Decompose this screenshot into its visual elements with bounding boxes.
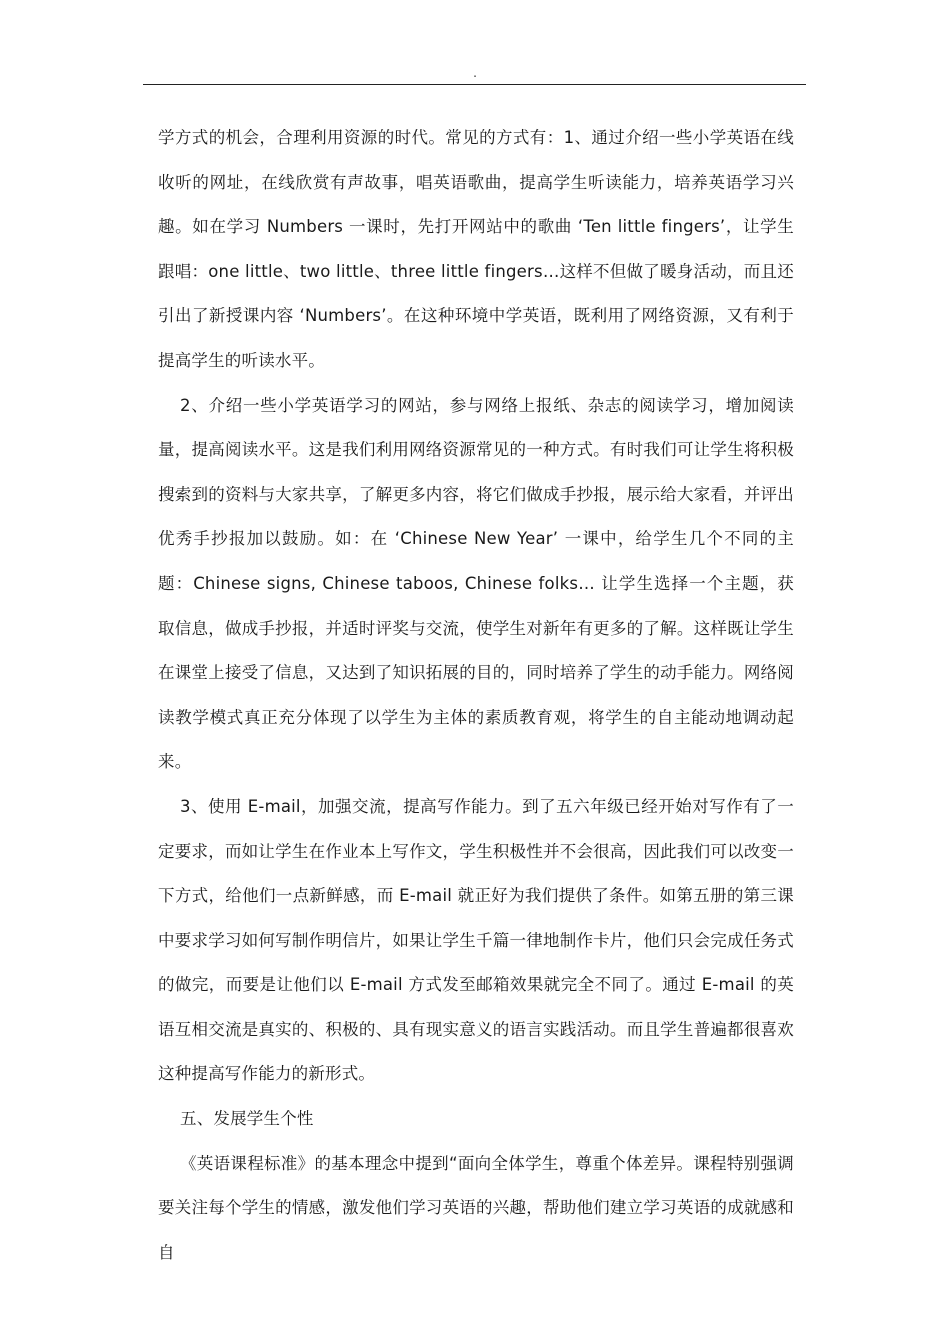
- header-rule: [143, 84, 806, 85]
- header-mark: .: [473, 66, 477, 80]
- paragraph-curriculum-standard: 《英语课程标准》的基本理念中提到“面向全体学生，尊重个体差异。课程特别强调要关注每个学生的情感，激发他们学习英语的兴趣，帮助他们建立学习英语的成就感和自: [158, 1153, 794, 1262]
- paragraph-online-reading: 2、介绍一些小学英语学习的网站，参与网络上报纸、杂志的阅读学习，增加阅读量，提高阅读水平。这是我们利用网络资源常见的一种方式。有时我们可让学生将积极搜索到的资料与大家共享，了解更多内容，将它们做成手抄报，展示给大家看，并评出优秀手抄报加以鼓励。如：在 ‘Chinese New Year’ 一课中，给学生几个不同的主题：Chinese signs, Chinese taboos, Chinese folks… 让学生选择一个主题，获取信息，做成手抄报，并适时评奖与交流，使学生对新年有更多的了解。这样既让学生在课堂上接受了信息，又达到了知识拓展的目的，同时培养了学生的动手能力。网络阅读教学模式真正充分体现了以学生为主体的素质教育观，将学生的自主能动地调动起来。: [158, 395, 794, 772]
- document-body: [158, 116, 794, 1275]
- paragraph-email-writing: 3、使用 E-mail，加强交流，提高写作能力。到了五六年级已经开始对写作有了一定要求，而如让学生在作业本上写作文，学生积极性并不会很高，因此我们可以改变一下方式，给他们一点新鲜感，而 E-mail 就正好为我们提供了条件。如第五册的第三课中要求学习如何写制作明信片，如果让学生千篇一律地制作卡片，他们只会完成任务式的做完，而要是让他们以 E-mail 方式发至邮箱效果就完全不同了。通过 E-mail 的英语互相交流是真实的、积极的、具有现实意义的语言实践活动。而且学生普遍都很喜欢这种提高写作能力的新形式。: [158, 796, 794, 1084]
- paragraph-online-listening: 学方式的机会，合理利用资源的时代。常见的方式有：1、通过介绍一些小学英语在线收听的网址，在线欣赏有声故事，唱英语歌曲，提高学生听读能力，培养英语学习兴趣。如在学习 Numbers 一课时，先打开网站中的歌曲 ‘Ten little fingers’，让学生跟唱：one little、two little、three little fingers…这样不但做了暖身活动，而且还引出了新授课内容 ‘Numbers’。在这种环境中学英语，既利用了网络资源，又有利于提高学生的听读水平。: [158, 128, 794, 370]
- section-heading-individuality: 五、发展学生个性: [180, 1109, 314, 1129]
